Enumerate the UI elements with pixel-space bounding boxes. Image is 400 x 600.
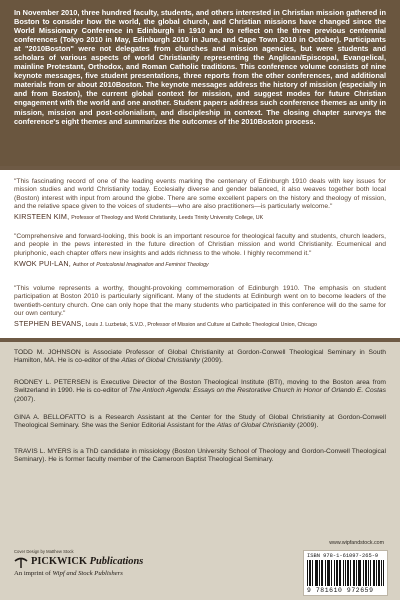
endorsement-quote: "This fascinating record of one of the leading events marking the centenary of Edinburgh 1910 deals with key issues for mission studies and world Christianity today. Ecclesially diverse and gender balanced, it also weaves together both local (Boston) interest with input from around the globe. There are some excellent papers on the history and theology of mission, and the relative space given to the voices of students—who are also practitioners—is particularly welcome." (14, 178, 386, 210)
editor-bio-myers (14, 448, 386, 465)
pickaxe-icon (14, 557, 28, 568)
bio-text: GINA A. BELLOFATTO is a Research Assistant at the Center for the Study of Global Christianity at Gordon-Conwell Theological Seminary. She was the Senior Editorial Assistant for the (14, 414, 386, 430)
endorser-credit (14, 260, 386, 269)
endorser-name: KIRSTEEN KIM, (14, 213, 70, 222)
bio-tail: (2009). (297, 422, 319, 430)
tagline-publisher: Wipf and Stock Publishers (52, 570, 123, 577)
endorser-affiliation: Author of (72, 261, 95, 268)
endorsement-kim (14, 178, 386, 222)
bio-tail: (2007). (14, 395, 36, 403)
publisher-logo (14, 556, 164, 570)
imprint-publications: Publications (89, 556, 144, 567)
endorsement-quote: "This volume represents a worthy, thought-provoking commemoration of Edinburgh 1910. The emphasis on student participation at Boston 2010 is particularly significant. Many of the students at Edinburgh went on to become leaders of the twentieth-century church. One can only hope that the many students who participated in this conference will do the same for our own century." (14, 285, 386, 317)
bio-book-title: Atlas of Global Christianity (216, 422, 296, 430)
editor-bio-bellofatto (14, 414, 386, 431)
endorser-book-title: Postcolonial Imagination and Feminist Theology (96, 261, 209, 268)
summary-band (0, 0, 400, 166)
bio-text: TRAVIS L. MYERS is a ThD candidate in missiology (Boston University School of Theology and Gordon-Conwell Theological Seminary). He is former faculty member of the Cameroon Baptist Theological Seminary. (14, 448, 386, 464)
isbn-number: ISBN 978-1-61097-265-9 (307, 553, 379, 559)
endorser-name: STEPHEN BEVANS, (14, 320, 84, 329)
imprint-tagline (14, 570, 123, 578)
bio-text: RODNEY L. PETERSEN is Executive Director of the Boston Theological Institute (BTI), moving to the Boston area from Switzerland in 1990. He is co-editor of (14, 379, 386, 395)
imprint-name (31, 556, 143, 568)
editor-bio-johnson (14, 349, 386, 366)
bio-tail: (2009). (201, 357, 223, 365)
endorser-credit (14, 320, 386, 329)
barcode-bars (307, 560, 384, 586)
endorser-affiliation: Louis J. Luzbetak, S.V.D., Professor of Mission and Culture at Catholic Theological Union, Chicago (85, 322, 317, 329)
endorsement-quote: "Comprehensive and forward-looking, this book is an important resource for theological faculty and students, church leaders, and people in the pews interested in the future direction of Christian mission and world Christianity. Ecumenical and pluriphonic, each chapter offers new insights and adds richness to the whole. I highly recommend it." (14, 233, 386, 257)
barcode-digits: 9 781610 972659 (307, 587, 374, 594)
publisher-website[interactable]: www.wipfandstock.com (329, 540, 384, 546)
isbn-barcode (303, 550, 388, 596)
bio-text: TODD M. JOHNSON is Associate Professor of Global Christianity at Gordon-Conwell Theological Seminary in South Hamilton, MA. He is co-editor of the (14, 349, 386, 365)
tagline-lead: An imprint of (14, 570, 51, 577)
imprint-wordmark: PICKWICK (31, 556, 87, 567)
book-summary: In November 2010, three hundred faculty, students, and others interested in Christian mission gathered in Boston to consider how the world, the global church, and Christian missions have changed since the World Missionary Conference in Edinburgh in 1910 and to reflect on the three previous centennial conferences (Tokyo 2010 in May, Edinburgh 2010 in June, and Cape Town 2010 in October). Participants at "2010Boston" were not delegates from churches and mission agencies, but were students and scholars of various aspects of world Christianity representing the Anglican/Episcopal, Evangelical, mainline Protestant, Orthodox, and Roman Catholic traditions. This conference volume consists of nine keynote messages, five student presentations, three reports from the other conferences, and additional materials from or about 2010Boston. The keynote messages address the history of mission (especially in and from Boston), the current global context for mission, and suggest modes for future Christian engagement with the world and one another. Student papers address such conference themes as unity in mission, mission and post-colonialism, and discipleship in context. The closing chapter surveys the conference's eight themes and summarizes the outcomes of the 2010Boston process. (14, 8, 386, 126)
bio-book-title: The Antioch Agenda: Essays on the Restorative Church in Honor of Orlando E. Costas (129, 387, 386, 395)
editor-bio-petersen (14, 379, 386, 404)
endorser-name: KWOK PUI-LAN, (14, 259, 71, 268)
endorsement-kwok (14, 233, 386, 269)
endorsement-bevans (14, 285, 386, 329)
endorser-affiliation: Professor of Theology and World Christianity, Leeds Trinity University College, UK (71, 215, 264, 222)
endorser-credit (14, 213, 386, 222)
cover-design-credit: Cover Design by Matthew Stock (14, 549, 74, 554)
bio-book-title: Atlas of Global Christianity (121, 357, 200, 365)
